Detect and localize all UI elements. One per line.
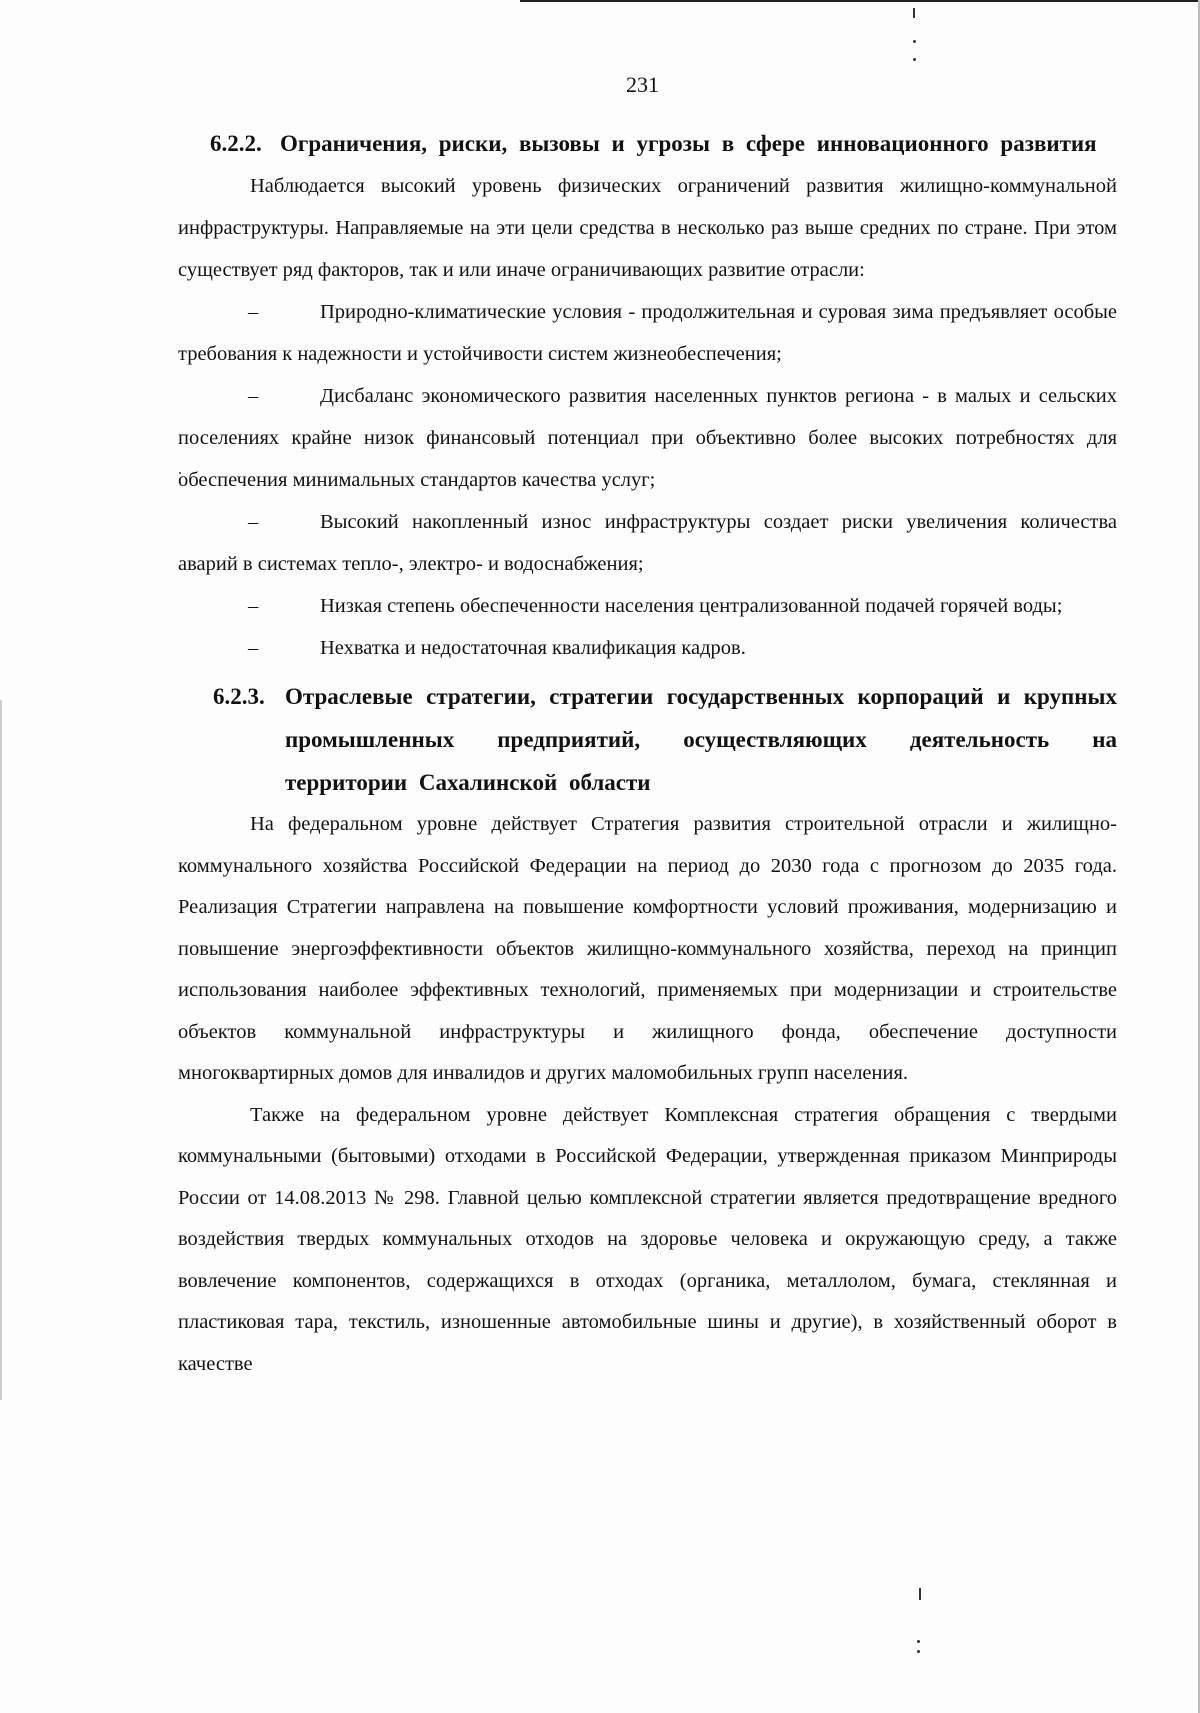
- list-item-text: Природно-климатические условия - продолжительная и суровая зима предъявляет особые требования к надежности и устойчивости систем жизнеобеспечения;: [178, 301, 1117, 365]
- page-content: [178, 122, 1117, 1385]
- section-heading-6-2-2: [210, 122, 1117, 165]
- scan-speck: [917, 1650, 920, 1653]
- list-dash: –: [248, 511, 259, 533]
- scan-border-left: [0, 700, 2, 1400]
- list-dash: –: [248, 301, 259, 323]
- scan-border-top: [520, 0, 1200, 2]
- list-item: [178, 627, 1117, 669]
- section-number: 6.2.2.: [210, 131, 262, 156]
- scan-speck: [917, 1640, 920, 1643]
- list-item-text: Дисбаланс экономического развития населенных пунктов региона - в малых и сельских поселениях крайне низок финансовый потенциал при объективно более высоких потребностях для обеспечения минимальных стандартов качества услуг;: [178, 385, 1117, 491]
- scan-speck: [913, 8, 915, 18]
- list-item-text: Нехватка и недостаточная квалификация кадров.: [320, 637, 746, 659]
- list-item-text: Высокий накопленный износ инфраструктуры создает риски увеличения количества аварий в системах тепло-, электро- и водоснабжения;: [178, 511, 1117, 575]
- scan-speck: [919, 1588, 921, 1600]
- section-title: Ограничения, риски, вызовы и угрозы в сфере инновационного развития: [280, 131, 1097, 156]
- list-dash: –: [248, 637, 259, 659]
- list-item: [178, 585, 1117, 627]
- list-dash: –: [248, 385, 259, 407]
- list-item-text: Низкая степень обеспеченности населения централизованной подачей горячей воды;: [320, 595, 1063, 617]
- list-item: [178, 375, 1117, 501]
- scan-speck: [913, 58, 916, 61]
- list-item: [178, 291, 1117, 375]
- page-number: 231: [626, 72, 659, 97]
- scan-speck: [913, 40, 916, 43]
- paragraph-waste-strategy: Также на федеральном уровне действует Комплексная стратегия обращения с твердыми коммунальными (бытовыми) отходами в Российской Федерации, утвержденная приказом Минприроды России от 14.08.2013 № 298. Главной целью комплексной стратегии является предотвращение вредного воздействия твердых коммунальных отходов на здоровье человека и окружающую среду, а также вовлечение компонентов, содержащихся в отходах (органика, металлолом, бумага, стеклянная и пластиковая тара, текстиль, изношенные автомобильные шины и другие), в хозяйственный оборот в качестве: [178, 1103, 1117, 1375]
- paragraph-federal-strategy: На федеральном уровне действует Стратегия развития строительной отрасли и жилищно-коммунального хозяйства Российской Федерации на период до 2030 года с прогнозом до 2035 года. Реализация Стратегии направлена на повышение комфортности условий проживания, модернизацию и повышение энергоэффективности объектов жилищно-коммунального хозяйства, переход на принцип использования наиболее эффективных технологий, применяемых при модернизации и строительстве объектов коммунальной инфраструктуры и жилищного фонда, обеспечение доступности многоквартирных домов для инвалидов и других маломобильных групп населения.: [178, 813, 1117, 1084]
- bullet-list: [178, 291, 1117, 669]
- list-dash: –: [248, 595, 259, 617]
- list-item: [178, 501, 1117, 585]
- section-heading-6-2-3: [213, 675, 1117, 804]
- paragraph-intro: Наблюдается высокий уровень физических ограничений развития жилищно-коммунальной инфраструктуры. Направляемые на эти цели средства в несколько раз выше средних по стране. При этом существует ряд факторов, так и или иначе ограничивающих развитие отрасли:: [178, 175, 1117, 281]
- section-title: Отраслевые стратегии, стратегии государственных корпораций и крупных промышленных предприятий, осуществляющих деятельность на территории Сахалинской области: [285, 684, 1117, 795]
- section-number: 6.2.3.: [213, 684, 265, 709]
